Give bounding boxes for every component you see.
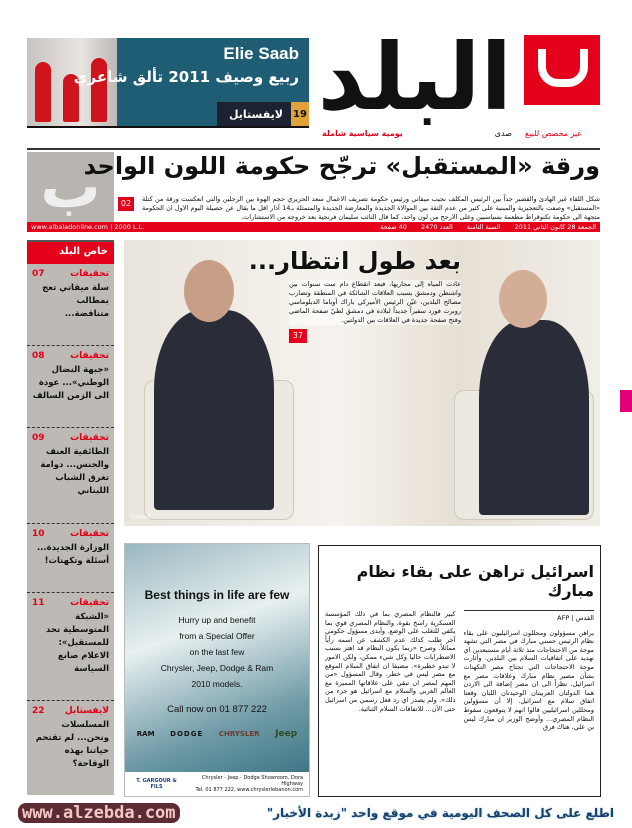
lifestyle-promo[interactable] (27, 38, 309, 128)
page-number: 08 (32, 351, 45, 362)
ad-footer (125, 772, 309, 796)
page-count: 40 صفحة (380, 223, 407, 231)
lead-headline[interactable]: ورقة «المستقبل» ترجّح حكومة اللون الواحد (83, 152, 600, 180)
masthead-taglines (322, 129, 512, 138)
section-label: لايفستايل (64, 705, 109, 716)
ad-body (125, 612, 309, 692)
item-text: الوزارة الجديدة... أسئلة وتكهنات! (36, 542, 109, 566)
footer-banner[interactable] (0, 800, 632, 826)
person-figure (479, 320, 589, 515)
ad-call: Call now on 01 877 222 (167, 704, 267, 715)
lead-story (83, 151, 600, 222)
sidebar-item[interactable] (27, 524, 114, 593)
year: السنة الثامنة (466, 223, 501, 231)
logo-watermark-icon: ب (27, 152, 114, 222)
photo-caption: عادت المياه إلى مجاريها، فبعد انقطاع دام ست سنوات بين واشنطن ودمشق بسبب العلاقات الشائكة في المنطقة وتضارب مصالح البلدين، عيّن الرئيس الأميركي باراك أوباما الدبلوماسي روبرت فورد سفيراً جديداً لبلاده في دمشق لطيّ صفحة الماضي وفتح صفحة جديدة في العلاقات بين الدولتين. (289, 280, 461, 324)
masthead-sada: صدى (494, 129, 512, 138)
date-bar: www.albaladonline.com | 2000 L.L. الجمعة 28 كانون الثاني 2011 السنة الثامنة العدد 2470 40 صفحة (27, 222, 600, 232)
sidebar-header: خاص البلد (27, 242, 114, 264)
ram-logo: RAM (136, 730, 155, 738)
page-number: 22 (32, 705, 45, 716)
person-head (184, 260, 234, 322)
photo-story[interactable] (124, 240, 600, 526)
sidebar-item[interactable] (27, 428, 114, 523)
promo-brand: Elie Saab (223, 44, 299, 63)
ad-line: from a Special Offer (179, 631, 255, 641)
sidebar-item[interactable] (27, 701, 114, 795)
photo-credit: (رويترز) (130, 512, 151, 519)
masthead-tagline: يومية سياسية شاملة (322, 129, 403, 138)
section-label: تحقيقات (70, 433, 109, 444)
page-number: 11 (32, 597, 45, 608)
section-label: تحقيقات (70, 528, 109, 539)
ad-line: on the last few (189, 647, 245, 657)
sidebar (27, 240, 114, 795)
dress-figure (35, 62, 51, 122)
date: الجمعة 28 كانون الثاني 2011 (514, 223, 596, 231)
ad-line: Chrysler, Jeep, Dodge & Ram (160, 663, 274, 673)
photo-headline: بعد طول انتظار... (248, 247, 461, 275)
item-text: «جبهة النضال الوطني»... عودة الى الزمن السالف (32, 365, 109, 402)
chrysler-logo: CHRYSLER (218, 730, 260, 738)
dodge-logo: DODGE (170, 730, 204, 738)
sidebar-item[interactable] (27, 593, 114, 701)
chrysler-ad[interactable] (124, 543, 310, 797)
promo-title: ربيع وصيف 2011 تألق شاعري (73, 68, 299, 86)
promo-section: لايفستايل (228, 107, 283, 121)
page-number: 09 (32, 433, 45, 444)
promo-section-tag (217, 102, 309, 126)
contact: Tel. 01 877 222, www.chryslerlebanon.com (195, 787, 303, 793)
website[interactable]: www.albaladonline.com (31, 223, 109, 231)
lead-summary: شكل اللقاء غير الهادئ والقصير جداً بين الرئيس المكلف نجيب ميقاتي ورئيس حكومة تصريف الاعمال سعد الحريري حجم الهوة بين الرجلين والتي انعكست ورقة من كتلة «المستقبل» وصفت بالتعجيزية والمبنية على كثير من عدم الثقة بين الموالاة الجديدة والمعارضة الجديدة والمتمثلة بـ14 آذار اقل ما يقال عن حصيلة اليوم الاول ان الحكومة متجهة الى حكومة تكنوقراط مطعمة بسياسيين وعلى الارجح من لون واحد، كما قال النائب سليمان فرنجية بعد خروجه من الاستشارات. (142, 195, 600, 221)
masthead-logo: البلد (317, 24, 512, 131)
section-label: تحقيقات (70, 351, 109, 362)
article-column: يراهن مسؤولون ومحللون اسرائيليون على بقاء نظام الرئيس حسني مبارك في مصر التي تشهد موجة من الاحتجاجات منذ ثلاثة أيام مستبعدين اي تهديد على اتفاقيات السلام بين البلدين. وأثارت موجة الاحتجاجات التي تجتاح مصر التكهنات بشأن مصير نظام مبارك وعلاقات مصر مع اسرائيل، نظراً الى ان مصر إضافة الى الاردن هما الدولتان العربيتان الوحيدتان اللتان وقعتا اتفاق سلام مع اسرائيل. إلا أن مسؤولين ومحللين اسرائيليين قالوا انهم لا يتوقعون سقوط النظام المصري... وأوضح الوزير ان مبارك ليس بن علي، هناك فرق (463, 628, 594, 732)
person-head (499, 270, 547, 328)
page-number: 10 (32, 528, 45, 539)
item-text: سلة ميقاتي تعج بمطالب متناقضة... (42, 283, 109, 319)
showroom: Chrysler - Jeep - Dodge Showroom, Dora Highway (201, 775, 303, 787)
sidebar-item[interactable] (27, 264, 114, 346)
edge-marker (620, 390, 632, 412)
issue-number: العدد 2470 (420, 223, 453, 231)
ad-line: Hurry up and benefit (178, 615, 256, 625)
footer-url[interactable]: www.alzebda.com (18, 803, 180, 823)
divider (27, 148, 600, 150)
not-for-sale-label: غير مخصص للبيع (525, 129, 582, 138)
item-text: «الشبكة المتوسطية تحد للمستقبل»: الاعلام صانع السياسة (45, 611, 109, 674)
logo-mark-icon (524, 35, 600, 105)
section-label: تحقيقات (70, 597, 109, 608)
ad-brand-logos (125, 729, 309, 739)
ad-title: Best things in life are few (144, 588, 290, 602)
footer-promo: اطلع على كل الصحف اليومية في موقع واحد "زبدة الأخبار" (266, 806, 614, 820)
section-label: تحقيقات (70, 269, 109, 279)
photo-copy (248, 246, 461, 343)
photo-page-number: 37 (289, 329, 307, 343)
sidebar-item[interactable] (27, 346, 114, 428)
item-text: المسلسلات ونحن... لم تقتحم حياتنا بهذه الوقاحة؟ (35, 719, 109, 769)
page-number: 07 (32, 269, 45, 279)
article-title: اسرائيل تراهن على بقاء نظام مبارك (356, 562, 594, 600)
ad-line: 2010 models. (191, 679, 243, 689)
article-byline: القدس | AFP (464, 610, 595, 623)
article-israel-mubarak[interactable] (318, 545, 601, 797)
price: 2000 L.L. (114, 223, 145, 231)
item-text: الطائفية العنف والجنس... دوامة تغرق الشباب اللبناني (40, 447, 109, 497)
dealer-name: T. GARGOUR & FILS (136, 778, 177, 790)
lead-page-number: 02 (118, 197, 134, 211)
promo-page-number: 19 (291, 102, 309, 126)
person-figure (154, 310, 274, 510)
jeep-logo: Jeep (275, 729, 298, 739)
article-column: كبير فالنظام المصري بما في ذلك المؤسسة العسكرية راسخ بقوة، والنظام المصري قوي بما يكفي للتغلب على الوضع. وأبدى مسؤول حكومي آخر طلب كذلك عدم الكشف عن اسمه رأياً مماثلاً. وصرح «ربما يكون النظام قد اهتز بسبب الاضطرابات حاليا وكل شيء ممكن، ولكن الامور لا تبدو خطيرة». مضيفا ان اتفاق السلام الموقع مع مصر ليس في خطر. وقال المسؤول «من المهم لمصر ان تبقي على علاقاتها المميزة مع العالم الغربي والسلام مع اسرائيل هو جزء من ذلك». ولم يصدر اي رد فعل رسمي من اسرائيل حتى الآن... للاتفاقات السلام الثنائية. (325, 610, 456, 713)
